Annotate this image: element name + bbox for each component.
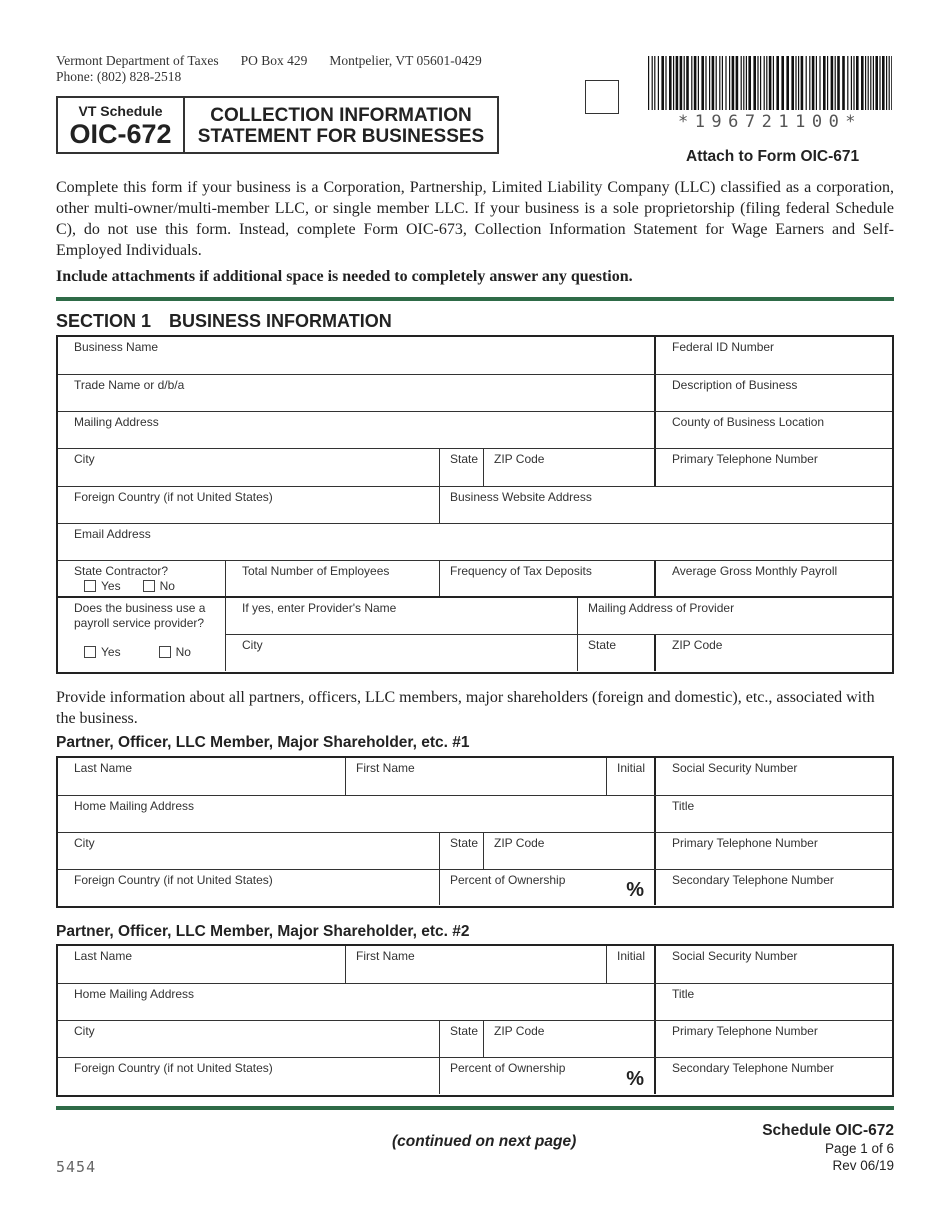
barcode-bar	[823, 56, 826, 110]
barcode-bar	[809, 56, 810, 110]
barcode-bar	[868, 56, 869, 110]
business-name-field[interactable]	[58, 337, 656, 374]
partner2-primary-phone-label: Primary Telephone Number	[672, 1024, 818, 1038]
primary-phone-field[interactable]	[656, 449, 892, 486]
partner2-ssn-field[interactable]	[656, 946, 892, 983]
footer-rev: Rev 06/19	[832, 1158, 894, 1173]
foreign-country-field[interactable]	[58, 487, 440, 523]
barcode-bar	[776, 56, 779, 110]
form-title-line2: STATEMENT FOR BUSINESSES	[197, 126, 485, 147]
email-label: Email Address	[74, 527, 151, 541]
partner1-first-name-field[interactable]	[346, 758, 607, 795]
barcode-bar	[773, 56, 774, 110]
barcode-bar	[698, 56, 699, 110]
partner1-percent-sign: %	[626, 879, 644, 901]
partner2-ownership-field[interactable]	[440, 1058, 656, 1094]
barcode-bar	[648, 56, 649, 110]
barcode-bar	[753, 56, 756, 110]
partner2-state-label: State	[450, 1024, 479, 1038]
partner2-secondary-phone-field[interactable]	[656, 1058, 892, 1094]
barcode-bar	[676, 56, 679, 110]
state-contractor-field	[58, 561, 226, 596]
barcode-bar	[709, 56, 710, 110]
form-number: 5454	[56, 1158, 97, 1176]
barcode-bar	[856, 56, 859, 110]
payroll-provider-yes-label: Yes	[101, 645, 121, 659]
provider-address-field[interactable]	[578, 598, 892, 634]
partner1-first-name-label: First Name	[356, 761, 415, 775]
partner2-percent-sign: %	[626, 1068, 644, 1090]
partner2-last-name-field[interactable]	[58, 946, 346, 983]
barcode-bar	[827, 56, 828, 110]
barcode-bar	[873, 56, 874, 110]
barcode-bar	[889, 56, 890, 110]
form-title	[185, 98, 497, 152]
provider-name-label: If yes, enter Provider's Name	[242, 601, 397, 615]
payroll-provider-no-label: No	[175, 645, 191, 659]
attachments-note: Include attachments if additional space is needed to completely answer any question.	[56, 268, 633, 285]
barcode-image	[648, 56, 892, 110]
barcode-bar	[870, 56, 871, 110]
barcode-bar	[831, 56, 834, 110]
partner2-city-label: City	[74, 1024, 95, 1038]
partner2-heading: Partner, Officer, LLC Member, Major Shareholder, etc. #2	[56, 923, 470, 940]
total-employees-field[interactable]	[226, 561, 440, 596]
footer-info	[762, 1122, 894, 1174]
partner1-home-address-field[interactable]	[58, 796, 656, 832]
barcode-bar	[891, 56, 892, 110]
partner1-ownership-field[interactable]	[440, 870, 656, 905]
schedule-block	[58, 98, 185, 152]
section1-number: SECTION 1	[56, 311, 152, 331]
footer-schedule: Schedule OIC-672	[762, 1122, 894, 1139]
partner1-last-name-label: Last Name	[74, 761, 133, 775]
state-contractor-no-label: No	[159, 579, 175, 593]
barcode-bar	[694, 56, 697, 110]
agency-name: Vermont Department of Taxes	[56, 53, 219, 68]
provider-name-field[interactable]	[226, 598, 578, 634]
barcode-bar	[812, 56, 815, 110]
state-label: State	[450, 452, 479, 466]
provider-address-label: Mailing Address of Provider	[588, 601, 735, 615]
payroll-provider-question	[58, 598, 226, 671]
trade-name-field[interactable]	[58, 375, 656, 411]
state-field[interactable]	[440, 449, 484, 486]
state-contractor-no-checkbox[interactable]	[143, 580, 155, 592]
county-label: County of Business Location	[672, 415, 825, 429]
barcode-bar	[764, 56, 765, 110]
divider-bottom	[56, 1106, 894, 1110]
website-label: Business Website Address	[450, 490, 592, 504]
barcode-bar	[719, 56, 720, 110]
trade-name-label: Trade Name or d/b/a	[74, 378, 185, 392]
frequency-deposits-label: Frequency of Tax Deposits	[450, 564, 592, 578]
amended-checkbox[interactable]	[585, 80, 619, 114]
barcode-bar	[760, 56, 761, 110]
partner2-primary-phone-field[interactable]	[656, 1021, 892, 1057]
partner1-title-field[interactable]	[656, 796, 892, 832]
mailing-address-field[interactable]	[58, 412, 656, 448]
barcode-bar	[769, 56, 772, 110]
partner1-initial-field[interactable]	[607, 758, 656, 795]
description-label: Description of Business	[672, 378, 798, 392]
barcode-bar	[786, 56, 789, 110]
provider-state-label: State	[588, 638, 617, 652]
barcode-bar	[837, 56, 840, 110]
business-info-table	[56, 335, 894, 674]
provider-zip-label: ZIP Code	[672, 638, 723, 652]
barcode-bar	[691, 56, 692, 110]
partner2-zip-field[interactable]	[484, 1021, 656, 1057]
barcode-bar	[669, 56, 672, 110]
zip-label: ZIP Code	[494, 452, 545, 466]
intro-paragraph: Complete this form if your business is a Corporation, Partnership, Limited Liability Company (LLC) classified as a corporation, other multi-owner/multi-member LLC, or single member LLC. If your business is a sole proprietorship (filing federal Schedule C), do not use this form. Instead, complete Form OIC-673, Collection Information Statement for Wage Earners and Self-Employed Individuals.	[56, 179, 894, 259]
partner2-ownership-label: Percent of Ownership	[450, 1061, 566, 1075]
barcode-bar	[665, 56, 666, 110]
continued-note: (continued on next page)	[392, 1133, 577, 1150]
barcode-bar	[746, 56, 747, 110]
barcode-bar	[680, 56, 683, 110]
partner2-home-address-label: Home Mailing Address	[74, 987, 195, 1001]
partner2-ssn-label: Social Security Number	[672, 949, 798, 963]
barcode-bar	[701, 56, 704, 110]
payroll-provider-q2: payroll service provider?	[74, 616, 205, 630]
business-name-label: Business Name	[74, 340, 159, 354]
state-contractor-yes-checkbox[interactable]	[84, 580, 96, 592]
barcode-bar	[722, 56, 723, 110]
partner2-foreign-country-label: Foreign Country (if not United States)	[74, 1061, 273, 1075]
barcode-bar	[851, 56, 852, 110]
partner2-home-address-field[interactable]	[58, 984, 656, 1020]
barcode-bar	[684, 56, 685, 110]
partner1-city-label: City	[74, 836, 95, 850]
partner2-first-name-field[interactable]	[346, 946, 607, 983]
partner1-state-field[interactable]	[440, 833, 484, 869]
email-field[interactable]	[58, 524, 892, 560]
city-label: City	[74, 452, 95, 466]
barcode-bar	[853, 56, 854, 110]
barcode-bar	[819, 56, 820, 110]
barcode-bar	[879, 56, 880, 110]
partner1-zip-label: ZIP Code	[494, 836, 545, 850]
partner1-home-address-label: Home Mailing Address	[74, 799, 195, 813]
barcode-bar	[748, 56, 751, 110]
partner2-title-field[interactable]	[656, 984, 892, 1020]
provider-state-field[interactable]	[578, 635, 656, 671]
partner2-zip-label: ZIP Code	[494, 1024, 545, 1038]
footer-page: Page 1 of 6	[824, 1141, 894, 1156]
schedule-label: VT Schedule	[78, 103, 163, 119]
partner1-zip-field[interactable]	[484, 833, 656, 869]
barcode-bar	[801, 56, 804, 110]
partner1-foreign-country-label: Foreign Country (if not United States)	[74, 873, 273, 887]
partner1-secondary-phone-label: Secondary Telephone Number	[672, 873, 834, 887]
partner1-secondary-phone-field[interactable]	[656, 870, 892, 905]
barcode-bar	[847, 56, 848, 110]
partner2-first-name-label: First Name	[356, 949, 415, 963]
barcode-bar	[766, 56, 767, 110]
barcode-bar	[781, 56, 784, 110]
avg-payroll-field[interactable]	[656, 561, 892, 596]
state-contractor-yes-label: Yes	[101, 579, 121, 593]
partner2-initial-field[interactable]	[607, 946, 656, 983]
barcode-bar	[861, 56, 864, 110]
barcode-bar	[798, 56, 799, 110]
partner2-title-label: Title	[672, 987, 695, 1001]
section1-heading	[56, 311, 410, 332]
section1-title: BUSINESS INFORMATION	[169, 311, 392, 331]
barcode-bar	[658, 56, 659, 110]
primary-phone-label: Primary Telephone Number	[672, 452, 818, 466]
attach-note: Attach to Form OIC-671	[686, 148, 860, 165]
barcode-bar	[791, 56, 794, 110]
frequency-deposits-field[interactable]	[440, 561, 656, 596]
state-contractor-label: State Contractor?	[74, 564, 169, 578]
partner1-title-label: Title	[672, 799, 695, 813]
agency-po-box: PO Box 429	[240, 53, 308, 68]
form-title-box	[56, 96, 499, 154]
website-field[interactable]	[440, 487, 892, 523]
federal-id-label: Federal ID Number	[672, 340, 775, 354]
barcode-bar	[875, 56, 878, 110]
barcode-bar	[673, 56, 674, 110]
barcode-bar	[732, 56, 735, 110]
barcode-bar	[795, 56, 796, 110]
partners-instructions: Provide information about all partners, officers, LLC members, major shareholders (foreign and domestic), etc., associated with the business.	[56, 689, 875, 727]
county-field[interactable]	[656, 412, 892, 448]
provider-zip-field[interactable]	[656, 635, 892, 671]
partner2-foreign-country-field[interactable]	[58, 1058, 440, 1094]
provider-city-field[interactable]	[226, 635, 578, 671]
barcode-bar	[652, 56, 653, 110]
total-employees-label: Total Number of Employees	[242, 564, 390, 578]
partner1-city-field[interactable]	[58, 833, 440, 869]
barcode-bar	[882, 56, 885, 110]
form-title-line1: COLLECTION INFORMATION	[210, 105, 472, 126]
barcode-bar	[729, 56, 730, 110]
barcode-bar	[716, 56, 717, 110]
barcode-bar	[686, 56, 689, 110]
barcode-bar	[743, 56, 744, 110]
partner1-ssn-label: Social Security Number	[672, 761, 798, 775]
mailing-address-label: Mailing Address	[74, 415, 159, 429]
partner2-city-field[interactable]	[58, 1021, 440, 1057]
partner1-table	[56, 756, 894, 908]
partner1-foreign-country-field[interactable]	[58, 870, 440, 905]
divider-top	[56, 297, 894, 301]
barcode-bar	[736, 56, 739, 110]
agency-phone: Phone: (802) 828-2518	[56, 69, 182, 84]
provider-city-label: City	[242, 638, 263, 652]
partner1-primary-phone-field[interactable]	[656, 833, 892, 869]
partner2-secondary-phone-label: Secondary Telephone Number	[672, 1061, 834, 1075]
agency-info	[56, 53, 504, 85]
partner1-last-name-field[interactable]	[58, 758, 346, 795]
barcode-number: *196721100*	[677, 112, 863, 132]
partner1-heading: Partner, Officer, LLC Member, Major Shareholder, etc. #1	[56, 734, 470, 751]
payroll-provider-no-checkbox[interactable]	[159, 646, 171, 658]
federal-id-field[interactable]	[656, 337, 892, 374]
barcode-bar	[886, 56, 887, 110]
barcode-bar	[661, 56, 664, 110]
partner1-primary-phone-label: Primary Telephone Number	[672, 836, 818, 850]
barcode-bar	[705, 56, 706, 110]
barcode-bar	[835, 56, 836, 110]
barcode-bar	[654, 56, 655, 110]
partner1-ssn-field[interactable]	[656, 758, 892, 795]
foreign-country-label: Foreign Country (if not United States)	[74, 490, 273, 504]
city-field[interactable]	[58, 449, 440, 486]
partner1-ownership-label: Percent of Ownership	[450, 873, 566, 887]
barcode-bar	[757, 56, 758, 110]
partner2-state-field[interactable]	[440, 1021, 484, 1057]
partner2-table	[56, 944, 894, 1097]
partner1-initial-label: Initial	[617, 761, 646, 775]
payroll-provider-yes-checkbox[interactable]	[84, 646, 96, 658]
payroll-provider-q1: Does the business use a	[74, 601, 206, 615]
schedule-code: OIC-672	[69, 119, 172, 149]
barcode-bar	[816, 56, 817, 110]
description-field[interactable]	[656, 375, 892, 411]
partner1-state-label: State	[450, 836, 479, 850]
barcode-bar	[712, 56, 715, 110]
barcode-bar	[725, 56, 726, 110]
barcode-bar	[806, 56, 807, 110]
partner2-last-name-label: Last Name	[74, 949, 133, 963]
partner2-initial-label: Initial	[617, 949, 646, 963]
barcode-bar	[741, 56, 742, 110]
agency-city: Montpelier, VT 05601-0429	[329, 53, 482, 68]
zip-field[interactable]	[484, 449, 656, 486]
barcode-bar	[842, 56, 845, 110]
barcode-bar	[865, 56, 866, 110]
avg-payroll-label: Average Gross Monthly Payroll	[672, 564, 838, 578]
